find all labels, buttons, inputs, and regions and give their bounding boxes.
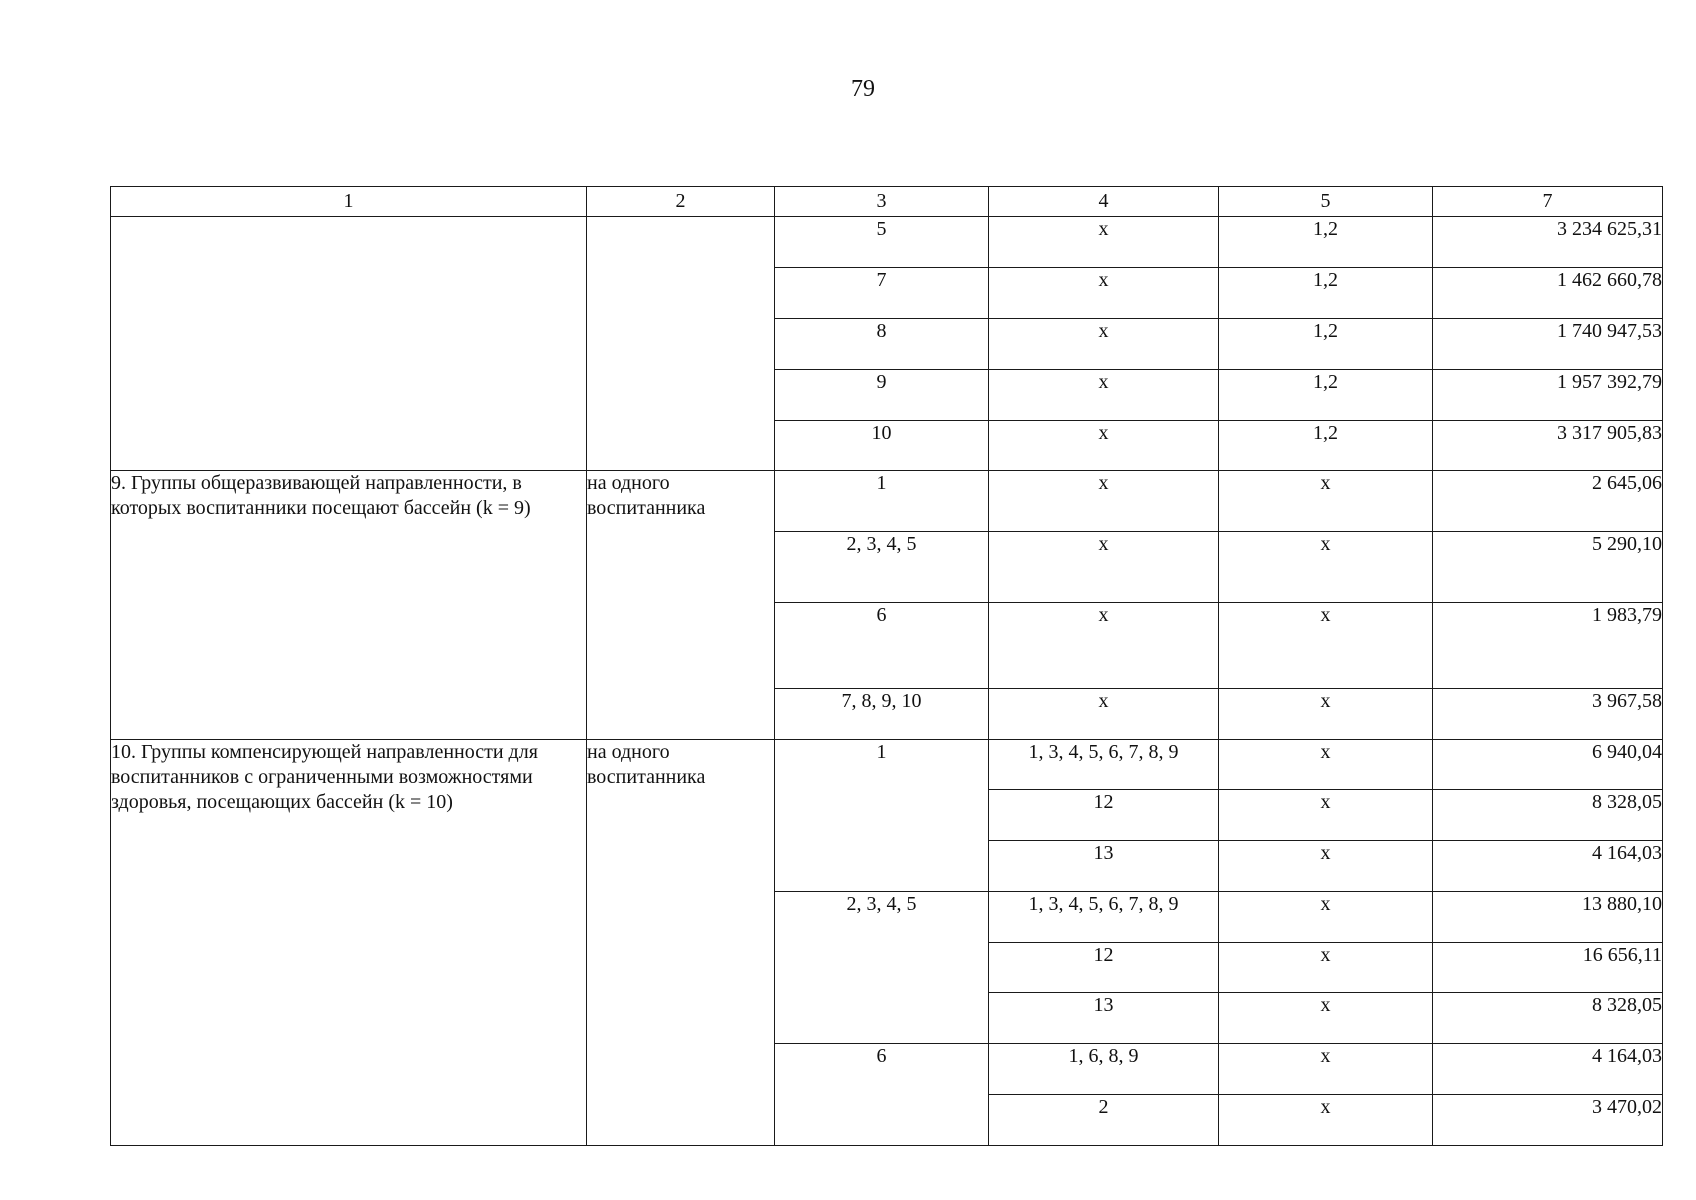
duration-cell: 12 <box>989 790 1219 841</box>
column-number: 5 <box>1219 187 1433 217</box>
amount-cell: 8 328,05 <box>1433 790 1663 841</box>
age-group-cell: 9 <box>775 369 989 420</box>
duration-cell: х <box>989 603 1219 688</box>
coefficient-cell: 1,2 <box>1219 217 1433 268</box>
coefficient-cell: 1,2 <box>1219 420 1433 471</box>
duration-cell: 1, 3, 4, 5, 6, 7, 8, 9 <box>989 891 1219 942</box>
age-group-cell: 10 <box>775 420 989 471</box>
coefficient-cell: 1,2 <box>1219 319 1433 370</box>
coefficient-cell: х <box>1219 1044 1433 1095</box>
unit-cell: на одного воспитанника <box>587 739 775 1145</box>
table-row <box>111 739 1663 790</box>
age-group-cell: 2, 3, 4, 5 <box>775 891 989 1043</box>
duration-cell: 13 <box>989 841 1219 892</box>
duration-cell: х <box>989 420 1219 471</box>
column-number-row <box>111 187 1663 217</box>
duration-cell: 13 <box>989 993 1219 1044</box>
duration-cell: х <box>989 688 1219 739</box>
age-group-cell: 7 <box>775 268 989 319</box>
amount-cell: 4 164,03 <box>1433 841 1663 892</box>
age-group-cell: 6 <box>775 1044 989 1146</box>
age-group-cell: 1 <box>775 471 989 532</box>
duration-cell: 1, 6, 8, 9 <box>989 1044 1219 1095</box>
amount-cell: 3 470,02 <box>1433 1095 1663 1146</box>
category-cell-empty <box>111 217 587 471</box>
coefficient-cell: х <box>1219 1095 1433 1146</box>
amount-cell: 4 164,03 <box>1433 1044 1663 1095</box>
coefficient-cell: х <box>1219 739 1433 790</box>
age-group-cell: 2, 3, 4, 5 <box>775 532 989 603</box>
column-number: 3 <box>775 187 989 217</box>
page-number: 79 <box>851 76 875 102</box>
age-group-cell: 1 <box>775 739 989 891</box>
coefficient-cell: х <box>1219 688 1433 739</box>
duration-cell: х <box>989 532 1219 603</box>
amount-cell: 16 656,11 <box>1433 942 1663 993</box>
coefficient-cell: х <box>1219 942 1433 993</box>
coefficient-cell: х <box>1219 532 1433 603</box>
amount-cell: 1 740 947,53 <box>1433 319 1663 370</box>
unit-cell: на одного воспитанника <box>587 471 775 739</box>
amount-cell: 13 880,10 <box>1433 891 1663 942</box>
coefficient-cell: х <box>1219 471 1433 532</box>
coefficient-cell: 1,2 <box>1219 369 1433 420</box>
age-group-cell: 5 <box>775 217 989 268</box>
amount-cell: 6 940,04 <box>1433 739 1663 790</box>
tariff-table <box>110 186 1663 1146</box>
table-row <box>111 217 1663 268</box>
amount-cell: 3 967,58 <box>1433 688 1663 739</box>
coefficient-cell: х <box>1219 790 1433 841</box>
amount-cell: 1 462 660,78 <box>1433 268 1663 319</box>
duration-cell: х <box>989 471 1219 532</box>
age-group-cell: 7, 8, 9, 10 <box>775 688 989 739</box>
amount-cell: 1 983,79 <box>1433 603 1663 688</box>
duration-cell: х <box>989 319 1219 370</box>
unit-cell-empty <box>587 217 775 471</box>
table-row <box>111 471 1663 532</box>
amount-cell: 2 645,06 <box>1433 471 1663 532</box>
amount-cell: 3 234 625,31 <box>1433 217 1663 268</box>
column-number: 4 <box>989 187 1219 217</box>
column-number: 2 <box>587 187 775 217</box>
coefficient-cell: х <box>1219 841 1433 892</box>
duration-cell: х <box>989 369 1219 420</box>
amount-cell: 5 290,10 <box>1433 532 1663 603</box>
age-group-cell: 6 <box>775 603 989 688</box>
coefficient-cell: х <box>1219 993 1433 1044</box>
amount-cell: 8 328,05 <box>1433 993 1663 1044</box>
column-number: 7 <box>1433 187 1663 217</box>
column-number: 1 <box>111 187 587 217</box>
coefficient-cell: х <box>1219 603 1433 688</box>
coefficient-cell: х <box>1219 891 1433 942</box>
duration-cell: 1, 3, 4, 5, 6, 7, 8, 9 <box>989 739 1219 790</box>
duration-cell: 12 <box>989 942 1219 993</box>
amount-cell: 3 317 905,83 <box>1433 420 1663 471</box>
coefficient-cell: 1,2 <box>1219 268 1433 319</box>
group-category-cell: 10. Группы компенсирующей направленности для воспитанников с ограниченными возможностями здоровья, посещающих бассейн (k = 10) <box>111 739 587 1145</box>
amount-cell: 1 957 392,79 <box>1433 369 1663 420</box>
age-group-cell: 8 <box>775 319 989 370</box>
duration-cell: х <box>989 268 1219 319</box>
group-category-cell: 9. Группы общеразвивающей направленности, в которых воспитанники посещают бассейн (k = 9) <box>111 471 587 739</box>
duration-cell: х <box>989 217 1219 268</box>
duration-cell: 2 <box>989 1095 1219 1146</box>
